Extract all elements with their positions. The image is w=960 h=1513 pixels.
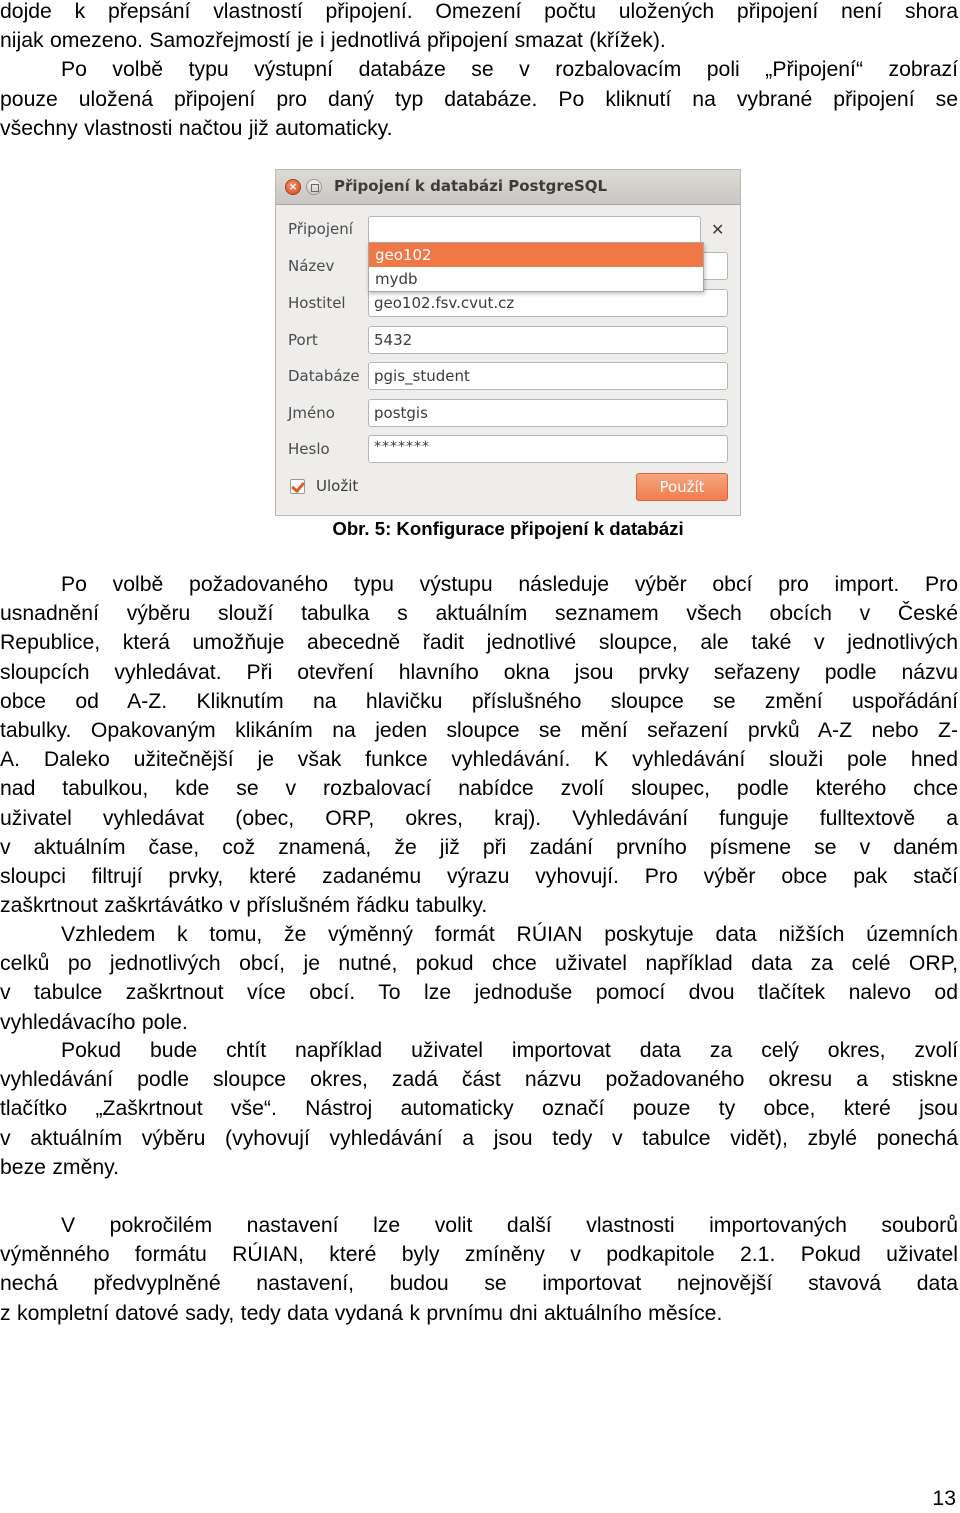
text-line: usnadnění výběru slouží tabulka s aktuálním seznamem všech obcích v České [0,602,958,626]
text-line: pouze uložená připojení pro daný typ databáze. Po kliknutí na vybrané připojení se [0,87,958,111]
text-line: sloupci filtrují prvky, které zadanému výrazu vyhovují. Pro výběr obce pak stačí [0,865,958,889]
dropdown-item[interactable]: geo102 [369,243,703,267]
use-button[interactable]: Použít [636,473,728,501]
text-line: Republice, která umožňuje abecedně řadit jednotlivé sloupce, ale také v jednotlivých [0,631,958,655]
text-line: v tabulce zaškrtnout více obcí. To lze jednoduše pomocí dvou tlačítek nalevo od [0,981,958,1005]
delete-connection-icon[interactable]: ✕ [711,220,725,239]
text-line: v aktuálním čase, což znamená, že již při zadání prvního písmene se v daném [0,835,958,859]
text-line: Vzhledem k tomu, že výměnný formát RÚIAN poskytuje data nižších územních [61,923,958,946]
text-line: dojde k přepsání vlastností připojení. Omezení počtu uložených připojení není shora [0,0,958,23]
label-database: Databáze [288,367,360,385]
text-line: nijak omezeno. Samozřejmostí je i jednotlivá připojení smazat (křížek). [0,29,666,53]
page-number: 13 [932,1487,956,1510]
text-line: vyhledávání podle sloupce okres, zadá část názvu požadovaného okresu a stiskne [0,1068,958,1092]
label-connection: Připojení [288,220,353,238]
text-line: Po volbě požadovaného typu výstupu následuje výběr obcí pro import. Pro [61,573,958,596]
connection-dialog-figure [275,169,741,516]
intro-paragraph [0,0,958,143]
text-line: zaškrtnout zaškrtávátko v příslušném řádku tabulky. [0,894,488,918]
dialog-title: Připojení k databázi PostgreSQL [334,177,608,195]
text-line: nechá předvyplněné nastavení, budou se importovat nejnovější stavová data [0,1272,958,1296]
text-line: všechny vlastnosti načtou již automaticky. [0,116,393,140]
body-paragraph-3 [0,1036,958,1182]
text-line: výměnného formátu RÚIAN, které byly zmíněny v podkapitole 2.1. Pokud uživatel [0,1243,958,1267]
figure-caption: Obr. 5: Konfigurace připojení k databázi [332,518,684,539]
window-close-icon[interactable]: × [285,179,301,195]
window-maximize-icon[interactable] [306,179,322,195]
text-line: tlačítko „Zaškrtnout vše“. Nástroj automaticky označí pouze ty obce, které jsou [0,1097,958,1121]
label-password: Heslo [288,440,330,458]
text-line: v aktuálním výběru (vyhovují vyhledávání a jsou tedy v tabulce vidět), zbylé ponechá [0,1126,958,1150]
dialog-titlebar [276,170,740,205]
database-field[interactable]: pgis_student [368,362,728,390]
text-line: nad tabulkou, kde se v rozbalovací nabídce zvolí sloupec, podle kterého chce [0,777,958,801]
label-host: Hostitel [288,294,346,312]
connection-combobox[interactable] [368,216,701,244]
password-field[interactable]: ******* [368,435,728,463]
label-port: Port [288,331,318,349]
host-field[interactable]: geo102.fsv.cvut.cz [368,289,728,317]
text-line: uživatel vyhledávat (obec, ORP, okres, kraj). Vyhledávání funguje fulltextově a [0,806,958,830]
text-line: celků po jednotlivých obcí, je nutné, pokud chce uživatel například data za celé ORP, [0,952,958,976]
text-line: V pokročilém nastavení lze volit další vlastnosti importovaných souborů [61,1214,958,1237]
text-line: A. Daleko užitečnější je však funkce vyhledávání. K vyhledávání slouži pole hned [0,748,958,772]
user-field[interactable]: postgis [368,399,728,427]
text-line: beze změny. [0,1155,120,1179]
text-line: obce od A-Z. Kliknutím na hlavičku příslušného sloupce se změní uspořádání [0,689,958,713]
body-paragraph-4 [0,1211,958,1328]
connection-dropdown-list[interactable] [368,242,704,292]
text-line: Pokud bude chtít například uživatel importovat data za celý okres, zvolí [61,1039,958,1062]
port-field[interactable]: 5432 [368,326,728,354]
save-checkbox[interactable] [290,479,305,494]
save-label: Uložit [316,477,359,495]
text-line: vyhledávacího pole. [0,1010,188,1034]
text-line: sloupcích vyhledávat. Při otevření hlavního okna jsou prvky seřazeny podle názvu [0,660,958,684]
dropdown-item[interactable]: mydb [375,270,418,288]
body-paragraph-1 [0,570,958,920]
label-user: Jméno [288,404,335,422]
label-name: Název [288,257,335,275]
text-line: Po volbě typu výstupní databáze se v rozbalovacím poli „Připojení“ zobrazí [61,58,958,82]
body-paragraph-2 [0,920,958,1037]
text-line: tabulky. Opakovaným klikáním na jeden sloupce se mění seřazení prvků A-Z nebo Z- [0,719,958,743]
text-line: z kompletní datové sady, tedy data vydaná k prvnímu dni aktuálního měsíce. [0,1301,723,1325]
